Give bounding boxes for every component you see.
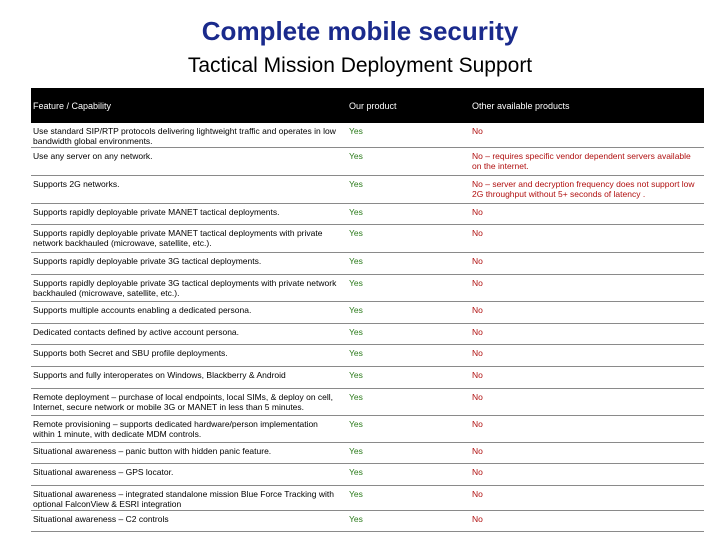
- our-product-cell: Yes: [349, 126, 363, 136]
- feature-cell: Situational awareness – panic button with hidden panic feature.: [33, 446, 272, 456]
- table-row: [31, 345, 704, 367]
- feature-cell: Supports rapidly deployable private 3G tactical deployments with private network backhauled (microwave, satellite, etc.).: [33, 278, 337, 298]
- table-row: [31, 225, 704, 253]
- header-feature: Feature / Capability: [33, 101, 112, 111]
- header-our-product: Our product: [349, 101, 397, 111]
- our-product-cell: Yes: [349, 278, 363, 288]
- other-products-cell: No: [472, 514, 483, 524]
- table-row: [31, 275, 704, 302]
- feature-cell: Situational awareness – integrated standalone mission Blue Force Tracking with optional FalconView & ESRI integration: [33, 489, 334, 509]
- our-product-cell: Yes: [349, 179, 363, 189]
- feature-cell: Use any server on any network.: [33, 151, 153, 161]
- table-row: [31, 123, 704, 148]
- feature-cell: Supports multiple accounts enabling a dedicated persona.: [33, 305, 252, 315]
- other-products-cell: No: [472, 207, 483, 217]
- our-product-cell: Yes: [349, 327, 363, 337]
- other-products-cell: No: [472, 392, 483, 402]
- table-row: [31, 324, 704, 345]
- our-product-cell: Yes: [349, 256, 363, 266]
- other-products-cell: No: [472, 256, 483, 266]
- table-body: [31, 123, 704, 532]
- our-product-cell: Yes: [349, 419, 363, 429]
- our-product-cell: Yes: [349, 348, 363, 358]
- our-product-cell: Yes: [349, 207, 363, 217]
- table-row: [31, 416, 704, 443]
- table-row: [31, 204, 704, 225]
- our-product-cell: Yes: [349, 392, 363, 402]
- table-row: [31, 176, 704, 204]
- feature-cell: Dedicated contacts defined by active account persona.: [33, 327, 240, 337]
- other-products-cell: No: [472, 489, 483, 499]
- page-title: Complete mobile security: [201, 16, 519, 46]
- feature-cell: Remote provisioning – supports dedicated hardware/person implementation within 1 minute, with dedicate MDM controls.: [33, 419, 318, 439]
- other-products-cell: No: [472, 370, 483, 380]
- other-products-cell: No – server and decryption frequency does not support low 2G throughput without 5+ seconds of latency .: [472, 179, 695, 199]
- header-other-products: Other available products: [472, 101, 570, 111]
- feature-cell: Supports rapidly deployable private 3G tactical deployments.: [33, 256, 262, 266]
- table-row: [31, 367, 704, 389]
- table-row: [31, 302, 704, 324]
- table-row: [31, 464, 704, 486]
- table-header-row: [31, 88, 704, 123]
- other-products-cell: No: [472, 126, 483, 136]
- table-row: [31, 486, 704, 511]
- table-row: [31, 148, 704, 176]
- table-row: [31, 443, 704, 464]
- other-products-cell: No: [472, 419, 483, 429]
- our-product-cell: Yes: [349, 305, 363, 315]
- feature-cell: Situational awareness – GPS locator.: [33, 467, 174, 477]
- other-products-cell: No: [472, 327, 483, 337]
- our-product-cell: Yes: [349, 151, 363, 161]
- other-products-cell: No: [472, 348, 483, 358]
- feature-cell: Supports both Secret and SBU profile deployments.: [33, 348, 228, 358]
- table-row: [31, 253, 704, 275]
- feature-cell: Situational awareness – C2 controls: [33, 514, 169, 524]
- our-product-cell: Yes: [349, 514, 363, 524]
- other-products-cell: No: [472, 228, 483, 238]
- feature-cell: Remote deployment – purchase of local endpoints, local SIMs, & deploy on cell, Internet, secure network or mobile 3G or MANET in less than 5 minutes.: [33, 392, 334, 412]
- feature-cell: Supports rapidly deployable private MANET tactical deployments with private network backhauled (microwave, satellite, etc.).: [33, 228, 323, 248]
- feature-cell: Supports 2G networks.: [33, 179, 120, 189]
- other-products-cell: No – requires specific vendor dependent servers available on the internet.: [472, 151, 691, 171]
- our-product-cell: Yes: [349, 228, 363, 238]
- other-products-cell: No: [472, 278, 483, 288]
- feature-cell: Supports rapidly deployable private MANET tactical deployments.: [33, 207, 280, 217]
- other-products-cell: No: [472, 305, 483, 315]
- other-products-cell: No: [472, 446, 483, 456]
- comparison-table: [31, 88, 704, 532]
- page-subtitle: Tactical Mission Deployment Support: [187, 54, 533, 77]
- feature-cell: Supports and fully interoperates on Windows, Blackberry & Android: [33, 370, 286, 380]
- our-product-cell: Yes: [349, 489, 363, 499]
- other-products-cell: No: [472, 467, 483, 477]
- table-row: [31, 389, 704, 416]
- feature-cell: Use standard SIP/RTP protocols delivering lightweight traffic and operates in low bandwidth global environments.: [33, 126, 336, 146]
- our-product-cell: Yes: [349, 446, 363, 456]
- table-row: [31, 511, 704, 532]
- our-product-cell: Yes: [349, 370, 363, 380]
- our-product-cell: Yes: [349, 467, 363, 477]
